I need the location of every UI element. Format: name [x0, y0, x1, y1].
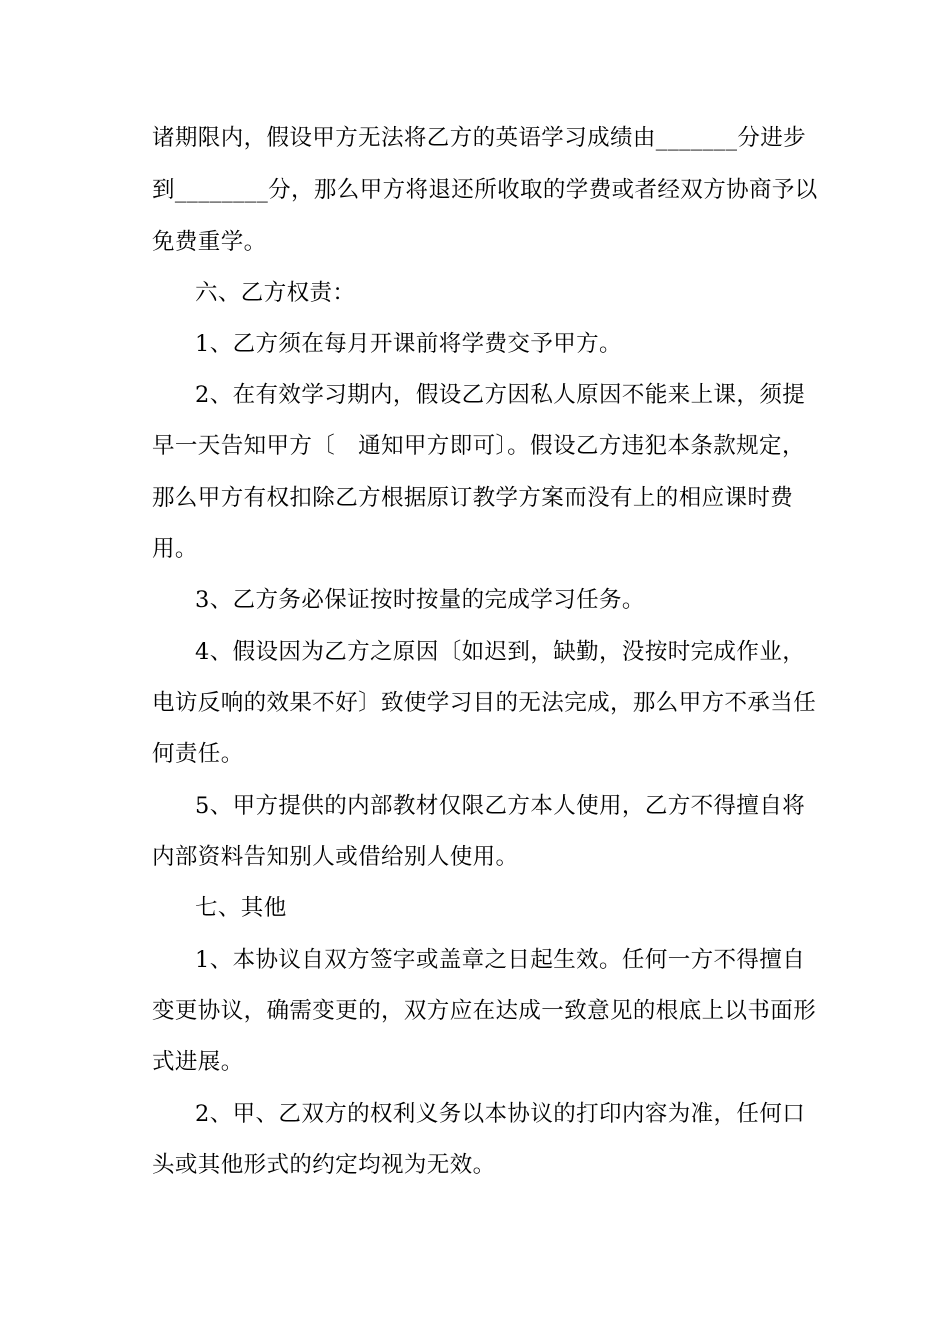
text-line: 何责任。: [152, 741, 244, 767]
section-heading: 六、乙方权责：: [195, 280, 356, 306]
text-line: 早一天告知甲方〔 通知甲方即可〕。假设乙方违犯本条款规定，: [152, 433, 805, 459]
text-line: 式进展。: [152, 1049, 244, 1075]
text-line: 用。: [152, 536, 198, 562]
text-line: 到________分，那么甲方将退还所收取的学费或者经双方协商予以: [152, 177, 818, 203]
text-line: 变更协议，确需变更的，双方应在达成一致意见的根底上以书面形: [152, 998, 817, 1024]
text-line: 诸期限内，假设甲方无法将乙方的英语学习成绩由_______分进步: [152, 125, 807, 151]
text-line: 2、甲、乙双方的权利义务以本协议的打印内容为准，任何口: [195, 1101, 806, 1127]
text-line: 1、乙方须在每月开课前将学费交予甲方。: [195, 331, 622, 357]
text-line: 5、甲方提供的内部教材仅限乙方本人使用，乙方不得擅自将: [195, 793, 806, 819]
section-heading: 七、其他: [195, 895, 287, 921]
text-line: 电访反响的效果不好〕致使学习目的无法完成，那么甲方不承当任: [152, 690, 817, 716]
text-line: 2、在有效学习期内，假设乙方因私人原因不能来上课，须提: [195, 382, 806, 408]
text-line: 免费重学。: [152, 229, 267, 255]
text-line: 4、假设因为乙方之原因〔如迟到，缺勤，没按时完成作业，: [195, 639, 806, 665]
text-line: 那么甲方有权扣除乙方根据原订教学方案而没有上的相应课时费: [152, 485, 794, 511]
text-line: 1、本协议自双方签字或盖章之日起生效。任何一方不得擅自: [195, 947, 806, 973]
text-line: 内部资料告知别人或借给别人使用。: [152, 844, 519, 870]
text-line: 头或其他形式的约定均视为无效。: [152, 1152, 496, 1178]
text-line: 3、乙方务必保证按时按量的完成学习任务。: [195, 587, 645, 613]
